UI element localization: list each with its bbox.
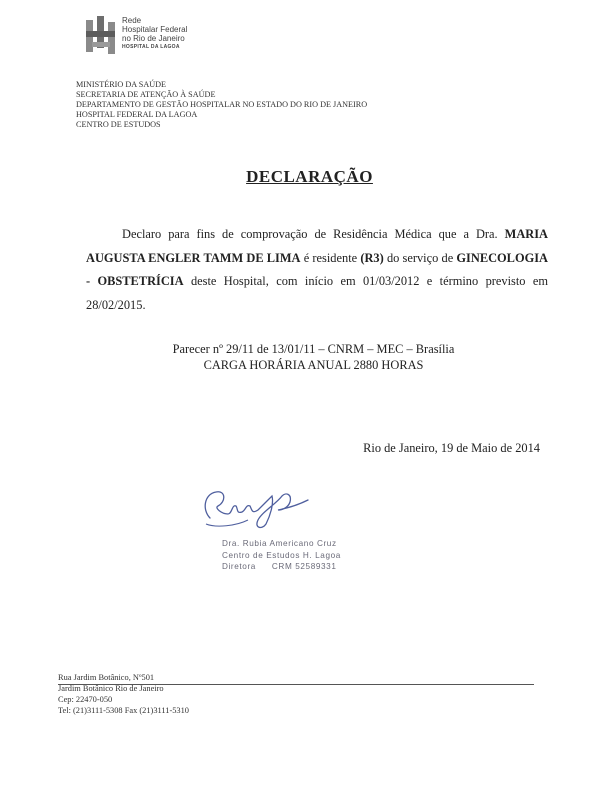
hospital-logo-icon bbox=[84, 14, 118, 58]
footer-line: Rua Jardim Botânico, Nº501 bbox=[58, 673, 155, 682]
header-line: SECRETARIA DE ATENÇÃO À SAÚDE bbox=[76, 90, 216, 99]
stamp-role: Diretora bbox=[222, 562, 256, 571]
footer-address bbox=[58, 672, 189, 716]
header-line: HOSPITAL FEDERAL DA LAGOA bbox=[76, 110, 198, 119]
stamp-crm: CRM 52589331 bbox=[271, 562, 337, 571]
resident-name: MARIA AUGUSTA ENGLER TAMM DE LIMA bbox=[86, 227, 548, 265]
footer-line: Jardim Botânico Rio de Janeiro bbox=[58, 684, 164, 693]
declaration-text: Declaro para fins de comprovação de Residência Médica que a Dra. bbox=[122, 227, 505, 241]
document-title: DECLARAÇÃO bbox=[246, 167, 373, 186]
declaration-paragraph bbox=[86, 223, 548, 317]
footer-line: Tel: (21)3111-5308 Fax (21)3111-5310 bbox=[58, 706, 189, 715]
logo-text bbox=[122, 16, 187, 51]
header-line: CENTRO DE ESTUDOS bbox=[76, 120, 161, 129]
stamp-department: Centro de Estudos H. Lagoa bbox=[222, 550, 341, 560]
workload-line: CARGA HORÁRIA ANUAL 2880 HORAS bbox=[203, 358, 424, 372]
stamp-name: Dra. Rubia Americano Cruz bbox=[222, 539, 337, 548]
declaration-text: é residente bbox=[300, 250, 361, 265]
handwritten-signature bbox=[196, 484, 312, 536]
header-line: DEPARTAMENTO DE GESTÃO HOSPITALAR NO ESTADO DO RIO DE JANEIRO bbox=[76, 100, 368, 109]
logo-line-3: no Rio de Janeiro bbox=[122, 34, 185, 43]
stamp-role-line bbox=[222, 561, 341, 573]
declaration-text: do serviço de bbox=[383, 250, 457, 265]
logo-line-2: Hospitalar Federal bbox=[122, 25, 188, 34]
logo-line-4: HOSPITAL DA LAGOA bbox=[122, 44, 180, 50]
header-line: MINISTÉRIO DA SAÚDE bbox=[76, 80, 167, 89]
resident-level: (R3) bbox=[360, 250, 384, 265]
service-name: GINECOLOGIA - OBSTETRÍCIA bbox=[86, 250, 548, 288]
document-date: Rio de Janeiro, 19 de Maio de 2014 bbox=[363, 441, 540, 455]
declaration-text: deste Hospital, com início em 01/03/2012 e término previsto em 28/02/2015. bbox=[86, 274, 548, 312]
parecer-line: Parecer nº 29/11 de 13/01/11 – CNRM – MEC – Brasília bbox=[172, 342, 455, 356]
institution-header bbox=[76, 80, 367, 130]
signature-stamp bbox=[222, 538, 341, 573]
footer-line: Cep: 22470-050 bbox=[58, 695, 113, 704]
hospital-logo bbox=[84, 14, 204, 60]
parecer-block bbox=[0, 341, 593, 373]
logo-line-1: Rede bbox=[122, 16, 142, 25]
